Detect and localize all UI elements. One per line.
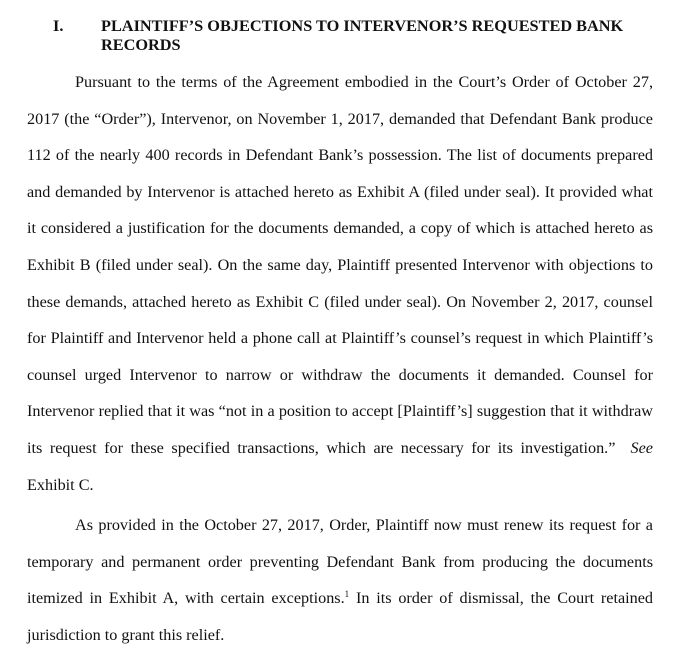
body-paragraph-1	[27, 64, 653, 503]
exhibit-citation: Exhibit C.	[27, 475, 94, 494]
paragraph-2-text-continued: In its order of dismissal, the Court retained jurisdiction to grant this relief.	[27, 589, 654, 644]
section-title: PLAINTIFF’S OBJECTIONS TO INTERVENOR’S REQUESTED BANK RECORDS	[101, 16, 624, 54]
paragraph-2-text: As provided in the October 27, 2017, Order, Plaintiff now must renew its request for a temporary and permanent order preventing Defendant Bank from producing the documents itemized in Exhibit A, with certain exceptions.	[27, 516, 653, 608]
footnote-marker[interactable]: 1	[344, 589, 350, 600]
paragraph-1-text: Pursuant to the terms of the Agreement embodied in the Court’s Order of October 27, 2017 (the “Order”), Intervenor, on November 1, 2017, demanded that Defendant Bank produce 112 of the nearly 400 records in Defendant Bank’s possession. The list of documents prepared and demanded by Intervenor is attached hereto as Exhibit A (filed under seal). It provided what it considered a justification for the documents demanded, a copy of which is attached hereto as Exhibit B (filed under seal). On the same day, Plaintiff presented Intervenor with objections to these demands, attached hereto as Exhibit C (filed under seal). On November 2, 2017, counsel for Plaintiff and Intervenor held a phone call at Plaintiff’s counsel’s request in which Plaintiff’s counsel urged Intervenor to narrow or withdraw the documents it demanded. Counsel for Intervenor replied that it was “not in a position to accept [Plaintiff’s] suggestion that it withdraw its request for these specified transactions, which are necessary for its investigation.”	[27, 73, 653, 457]
citation-signal: See	[630, 438, 653, 457]
section-number: I.	[53, 16, 64, 35]
body-paragraph-2	[27, 507, 653, 653]
